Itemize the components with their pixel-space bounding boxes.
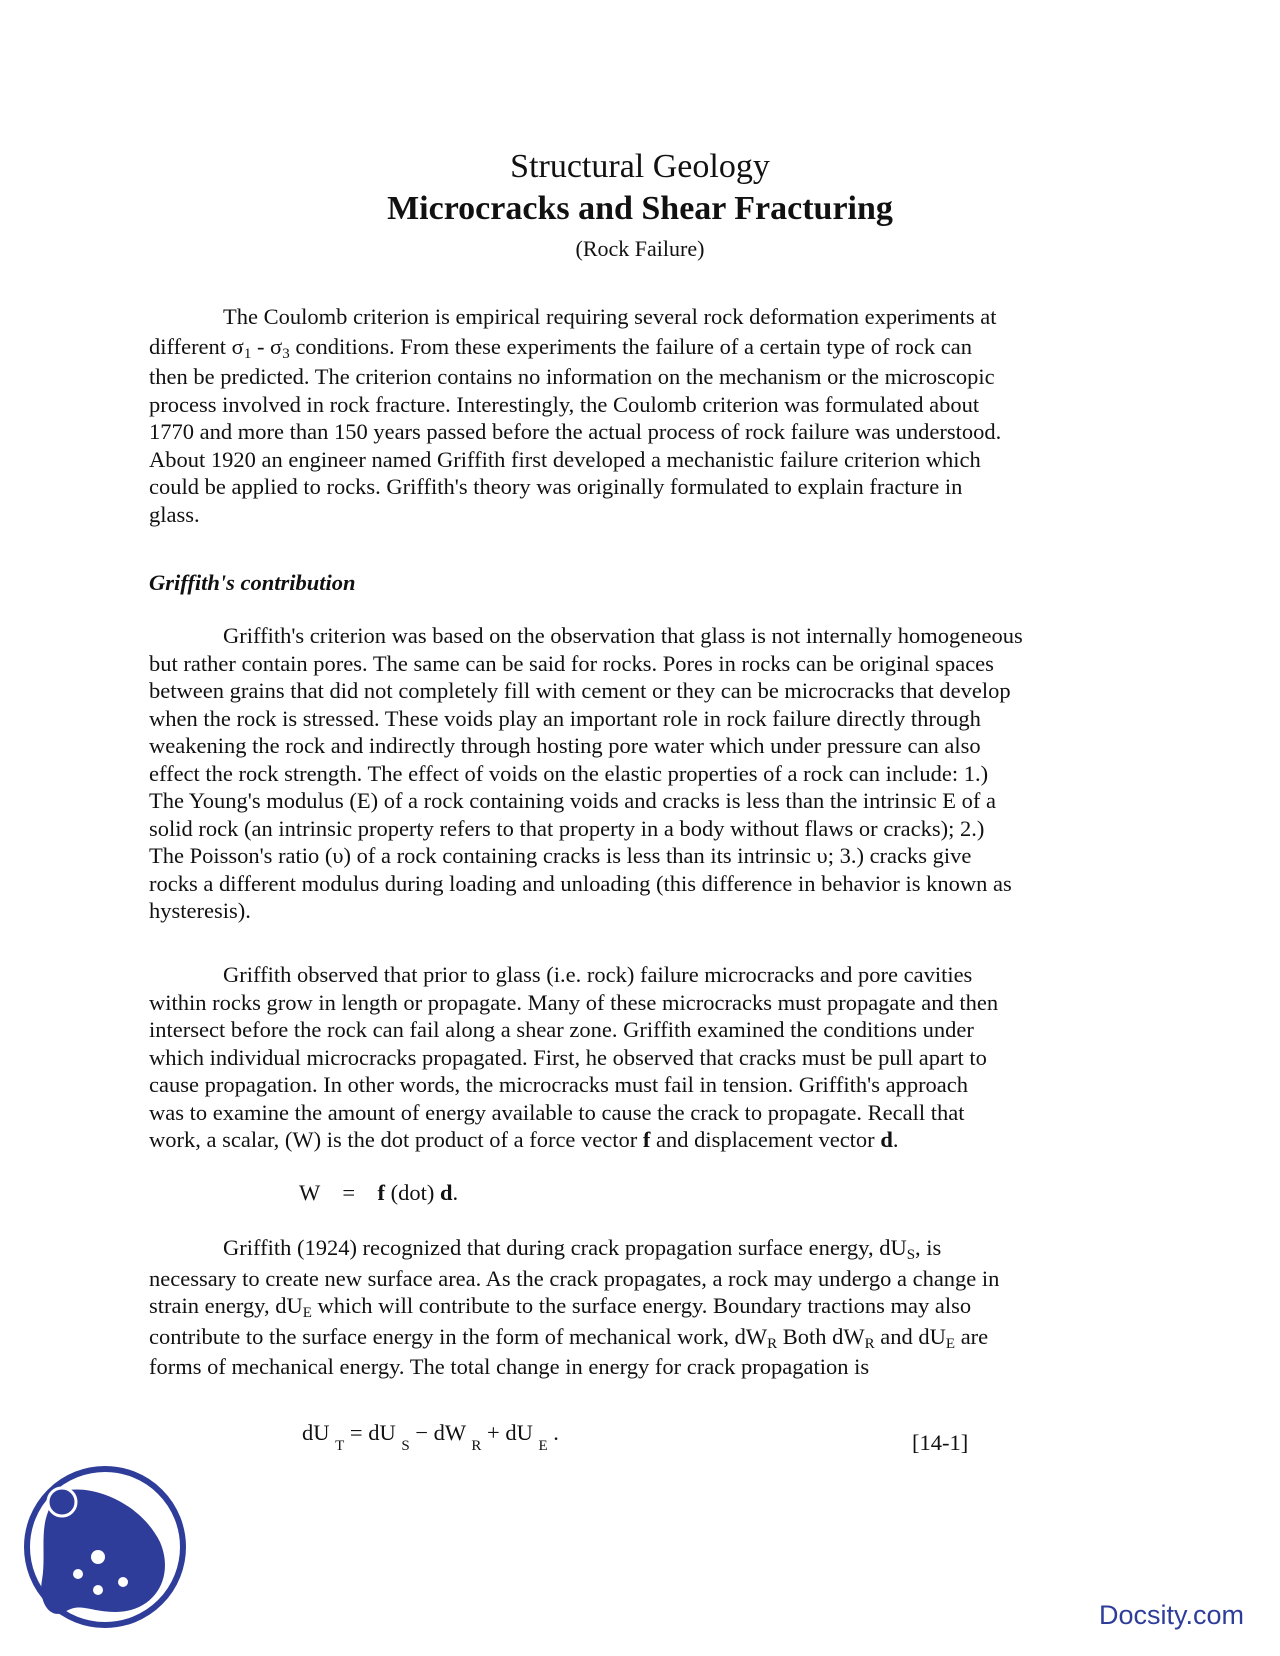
equation-energy-balance: dU $_T$ = dU $_S$ − dW $_R$ + dU $_E$ . bbox=[302, 1420, 559, 1454]
text-line: glass. bbox=[149, 501, 200, 527]
text-line: when the rock is stressed. These voids play an important role in rock failure directly through bbox=[149, 705, 981, 731]
docsity-logo-icon[interactable] bbox=[20, 1462, 190, 1632]
text-line: strain energy, $dU_E$ which will contribute to the surface energy. Boundary tractions may also bbox=[149, 1293, 972, 1321]
paragraph-intro bbox=[149, 303, 1131, 528]
text-line: 1770 and more than 150 years passed before the actual process of rock failure was understood. bbox=[149, 419, 1002, 444]
text-line: intersect before the rock can fail along a shear zone. Griffith examined the conditions under bbox=[149, 1017, 974, 1042]
text-line: was to examine the amount of energy available to cause the crack to propagate. Recall that bbox=[149, 1099, 965, 1125]
equation-number: [14-1] bbox=[912, 1430, 969, 1455]
text-line: different $\sigma_1 - \sigma_3$ conditions. From these experiments the failure of a certain type of rock can bbox=[149, 333, 972, 362]
text-line: About 1920 an engineer named Griffith first developed a mechanistic failure criterion which bbox=[149, 446, 981, 472]
text-line: between grains that did not completely fill with cement or they can be microcracks that develop bbox=[149, 678, 1011, 703]
text-line: The Young's modulus (E) of a rock containing voids and cracks is less than the intrinsic E of a bbox=[149, 788, 997, 813]
text-line: weakening the rock and indirectly through hosting pore water which under pressure can also bbox=[149, 733, 981, 758]
document-subtitle: (Rock Failure) bbox=[575, 236, 705, 261]
course-title: Structural Geology bbox=[510, 148, 770, 185]
text-line: then be predicted. The criterion contains no information on the mechanism or the microscopic bbox=[149, 364, 995, 389]
text-line: The Poisson's ratio (υ) of a rock containing cracks is less than its intrinsic υ; 3.) cracks give bbox=[149, 843, 972, 868]
text-line: but rather contain pores. The same can be said for rocks. Pores in rocks can be original spaces bbox=[149, 650, 994, 676]
text-line: solid rock (an intrinsic property refers to that property in a body without flaws or cracks); 2.) bbox=[149, 815, 985, 841]
text-line: which individual microcracks propagated. First, he observed that cracks must be pull apart to bbox=[149, 1044, 987, 1070]
text-line: cause propagation. In other words, the microcracks must fail in tension. Griffith's approach bbox=[149, 1072, 969, 1097]
text-line: work, a scalar, (W) is the dot product of a force vector f and displacement vector d. bbox=[149, 1127, 899, 1152]
equation-work: W = f (dot) d. bbox=[299, 1180, 459, 1205]
paragraph-griffith-observation bbox=[149, 961, 1131, 1154]
text-line: hysteresis). bbox=[149, 898, 251, 923]
section-heading: Griffith's contribution bbox=[149, 570, 356, 595]
docsity-watermark[interactable]: Docsity.com bbox=[1099, 1600, 1245, 1630]
text-line: necessary to create new surface area. As the crack propagates, a rock may undergo a change in bbox=[149, 1265, 1000, 1291]
text-line: rocks a different modulus during loading and unloading (this difference in behavior is known as bbox=[149, 870, 1012, 896]
text-line: Griffith's criterion was based on the observation that glass is not internally homogeneous bbox=[223, 623, 1023, 648]
text-line: Griffith observed that prior to glass (i.e. rock) failure microcracks and pore cavities bbox=[223, 962, 973, 987]
text-line: forms of mechanical energy. The total change in energy for crack propagation is bbox=[149, 1354, 870, 1379]
text-line: process involved in rock fracture. Interestingly, the Coulomb criterion was formulated about bbox=[149, 391, 980, 417]
text-line: Griffith (1924) recognized that during crack propagation surface energy, $dU_S$, is bbox=[223, 1235, 942, 1263]
text-line: effect the rock strength. The effect of voids on the elastic properties of a rock can include: 1.) bbox=[149, 760, 989, 786]
text-line: could be applied to rocks. Griffith's theory was originally formulated to explain fracture in bbox=[149, 474, 963, 499]
paragraph-surface-energy bbox=[149, 1234, 1131, 1381]
paragraph-griffith-criterion bbox=[149, 622, 1131, 925]
text-line: within rocks grow in length or propagate. Many of these microcracks must propagate and then bbox=[149, 989, 999, 1015]
text-line: contribute to the surface energy in the form of mechanical work, $dW_R$ Both $dW_R$ and $dU_E$ are bbox=[149, 1323, 989, 1352]
text-line: The Coulomb criterion is empirical requiring several rock deformation experiments at bbox=[223, 304, 997, 329]
document-title: Microcracks and Shear Fracturing bbox=[387, 190, 893, 227]
